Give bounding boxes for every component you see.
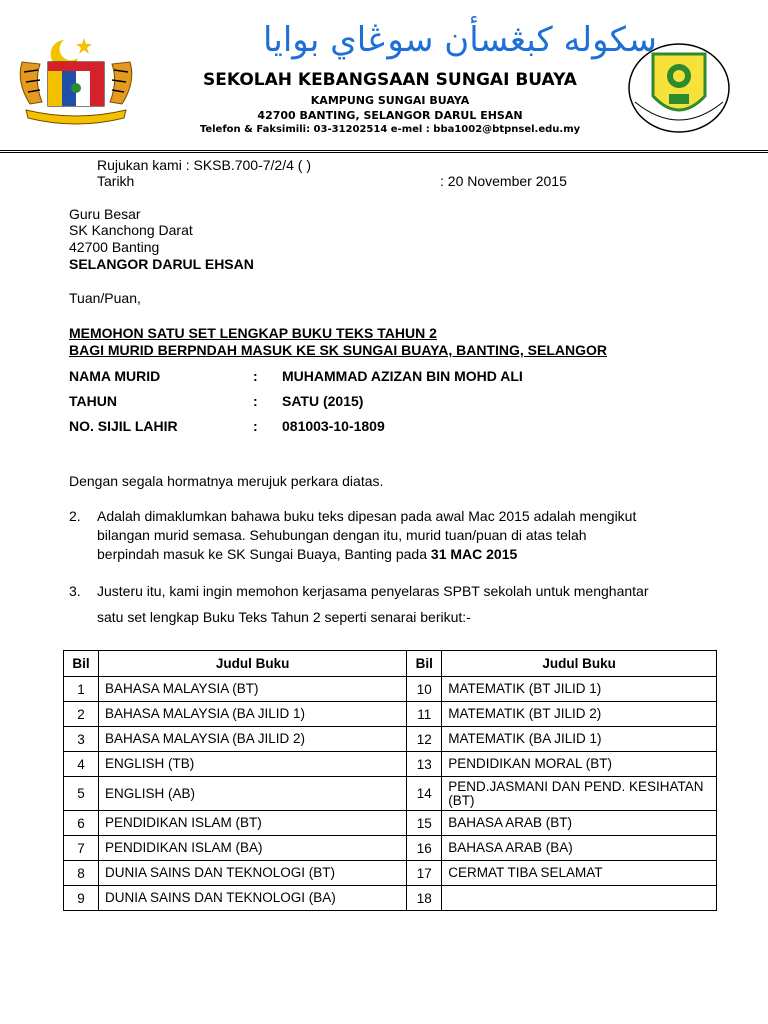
book-title: PEND.JASMANI DAN PEND. KESIHATAN (BT) bbox=[442, 777, 717, 811]
header-judul-1: Judul Buku bbox=[98, 651, 406, 677]
header-bil-2: Bil bbox=[407, 651, 442, 677]
book-number: 5 bbox=[64, 777, 99, 811]
subject-line-2: BAGI MURID BERPNDAH MASUK KE SK SUNGAI BUAYA, BANTING, SELANGOR bbox=[69, 342, 608, 358]
book-title: PENDIDIKAN ISLAM (BT) bbox=[98, 811, 406, 836]
book-number: 1 bbox=[64, 677, 99, 702]
table-row bbox=[64, 677, 717, 702]
recipient-line-4: SELANGOR DARUL EHSAN bbox=[69, 256, 254, 272]
paragraph-3-number: 3. bbox=[69, 583, 81, 599]
table-row bbox=[64, 836, 717, 861]
recipient-line-3: 42700 Banting bbox=[69, 239, 160, 255]
book-title: BAHASA MALAYSIA (BA JILID 2) bbox=[98, 727, 406, 752]
birth-cert-label: NO. SIJIL LAHIR bbox=[69, 418, 178, 434]
book-title: MATEMATIK (BA JILID 1) bbox=[442, 727, 717, 752]
date-label: Tarikh bbox=[97, 173, 135, 189]
paragraph-2-line-3-text: berpindah masuk ke SK Sungai Buaya, Banting pada bbox=[97, 546, 431, 562]
book-title: DUNIA SAINS DAN TEKNOLOGI (BA) bbox=[98, 886, 406, 911]
book-title bbox=[442, 886, 717, 911]
paragraph-2-number: 2. bbox=[69, 508, 81, 524]
student-name-value: MUHAMMAD AZIZAN BIN MOHD ALI bbox=[282, 368, 523, 384]
book-title: MATEMATIK (BT JILID 1) bbox=[442, 677, 717, 702]
table-row bbox=[64, 861, 717, 886]
malaysia-coat-of-arms-icon bbox=[12, 32, 140, 132]
book-title: PENDIDIKAN MORAL (BT) bbox=[442, 752, 717, 777]
book-number: 15 bbox=[407, 811, 442, 836]
book-number: 8 bbox=[64, 861, 99, 886]
header-divider bbox=[0, 150, 768, 151]
address-line-1: KAMPUNG SUNGAI BUAYA bbox=[310, 94, 470, 107]
birth-cert-colon: : bbox=[253, 418, 258, 434]
table-row bbox=[64, 727, 717, 752]
book-title: MATEMATIK (BT JILID 2) bbox=[442, 702, 717, 727]
book-title: BAHASA ARAB (BA) bbox=[442, 836, 717, 861]
book-number: 16 bbox=[407, 836, 442, 861]
table-row bbox=[64, 886, 717, 911]
paragraph-3-line-2: satu set lengkap Buku Teks Tahun 2 seperti senarai berikut:- bbox=[97, 609, 471, 625]
book-number: 11 bbox=[407, 702, 442, 727]
book-title: BAHASA MALAYSIA (BT) bbox=[98, 677, 406, 702]
book-number: 9 bbox=[64, 886, 99, 911]
book-number: 4 bbox=[64, 752, 99, 777]
student-year-label: TAHUN bbox=[69, 393, 117, 409]
book-title: BAHASA ARAB (BT) bbox=[442, 811, 717, 836]
student-year-value: SATU (2015) bbox=[282, 393, 364, 409]
header-judul-2: Judul Buku bbox=[442, 651, 717, 677]
book-number: 14 bbox=[407, 777, 442, 811]
paragraph-2-line-1: Adalah dimaklumkan bahawa buku teks dipesan pada awal Mac 2015 adalah mengikut bbox=[97, 508, 637, 524]
book-title: BAHASA MALAYSIA (BA JILID 1) bbox=[98, 702, 406, 727]
paragraph-2-line-3 bbox=[97, 546, 517, 563]
book-title: ENGLISH (AB) bbox=[98, 777, 406, 811]
book-number: 6 bbox=[64, 811, 99, 836]
subject-line-1: MEMOHON SATU SET LENGKAP BUKU TEKS TAHUN 2 bbox=[69, 325, 437, 341]
reference-number: Rujukan kami : SKSB.700-7/2/4 ( ) bbox=[97, 157, 311, 173]
recipient-line-1: Guru Besar bbox=[69, 206, 141, 222]
date-value: : 20 November 2015 bbox=[440, 173, 567, 189]
table-header-row bbox=[64, 651, 717, 677]
book-number: 17 bbox=[407, 861, 442, 886]
table-row bbox=[64, 752, 717, 777]
transfer-date: 31 MAC 2015 bbox=[430, 546, 518, 562]
salutation: Tuan/Puan, bbox=[69, 290, 141, 306]
book-number: 12 bbox=[407, 727, 442, 752]
student-year-colon: : bbox=[253, 393, 258, 409]
book-number: 13 bbox=[407, 752, 442, 777]
book-number: 7 bbox=[64, 836, 99, 861]
school-name-jawi: سکوله کبڠسأن سوڠاي بوايا bbox=[263, 20, 657, 60]
book-list-table bbox=[63, 650, 717, 911]
book-title: CERMAT TIBA SELAMAT bbox=[442, 861, 717, 886]
table-row bbox=[64, 702, 717, 727]
recipient-line-2: SK Kanchong Darat bbox=[69, 222, 193, 238]
birth-cert-value: 081003-10-1809 bbox=[282, 418, 385, 434]
paragraph-2-line-2: bilangan murid semasa. Sehubungan dengan itu, murid tuan/puan di atas telah bbox=[97, 527, 587, 543]
address-line-2: 42700 BANTING, SELANGOR DARUL EHSAN bbox=[257, 109, 523, 122]
book-title: PENDIDIKAN ISLAM (BA) bbox=[98, 836, 406, 861]
book-number: 18 bbox=[407, 886, 442, 911]
contact-line: Telefon & Faksimili: 03-31202514 e-mel : bba1002@btpnsel.edu.my bbox=[199, 124, 581, 135]
school-name: SEKOLAH KEBANGSAAN SUNGAI BUAYA bbox=[203, 70, 577, 90]
book-number: 3 bbox=[64, 727, 99, 752]
table-row bbox=[64, 811, 717, 836]
paragraph-3-line-1: Justeru itu, kami ingin memohon kerjasama penyelaras SPBT sekolah untuk menghantar bbox=[97, 583, 649, 599]
intro-paragraph: Dengan segala hormatnya merujuk perkara diatas. bbox=[69, 473, 384, 489]
table-row bbox=[64, 777, 717, 811]
header-divider-2 bbox=[0, 152, 768, 153]
book-title: DUNIA SAINS DAN TEKNOLOGI (BT) bbox=[98, 861, 406, 886]
book-title: ENGLISH (TB) bbox=[98, 752, 406, 777]
book-number: 2 bbox=[64, 702, 99, 727]
header-bil-1: Bil bbox=[64, 651, 99, 677]
book-number: 10 bbox=[407, 677, 442, 702]
student-name-colon: : bbox=[253, 368, 258, 384]
student-name-label: NAMA MURID bbox=[69, 368, 161, 384]
